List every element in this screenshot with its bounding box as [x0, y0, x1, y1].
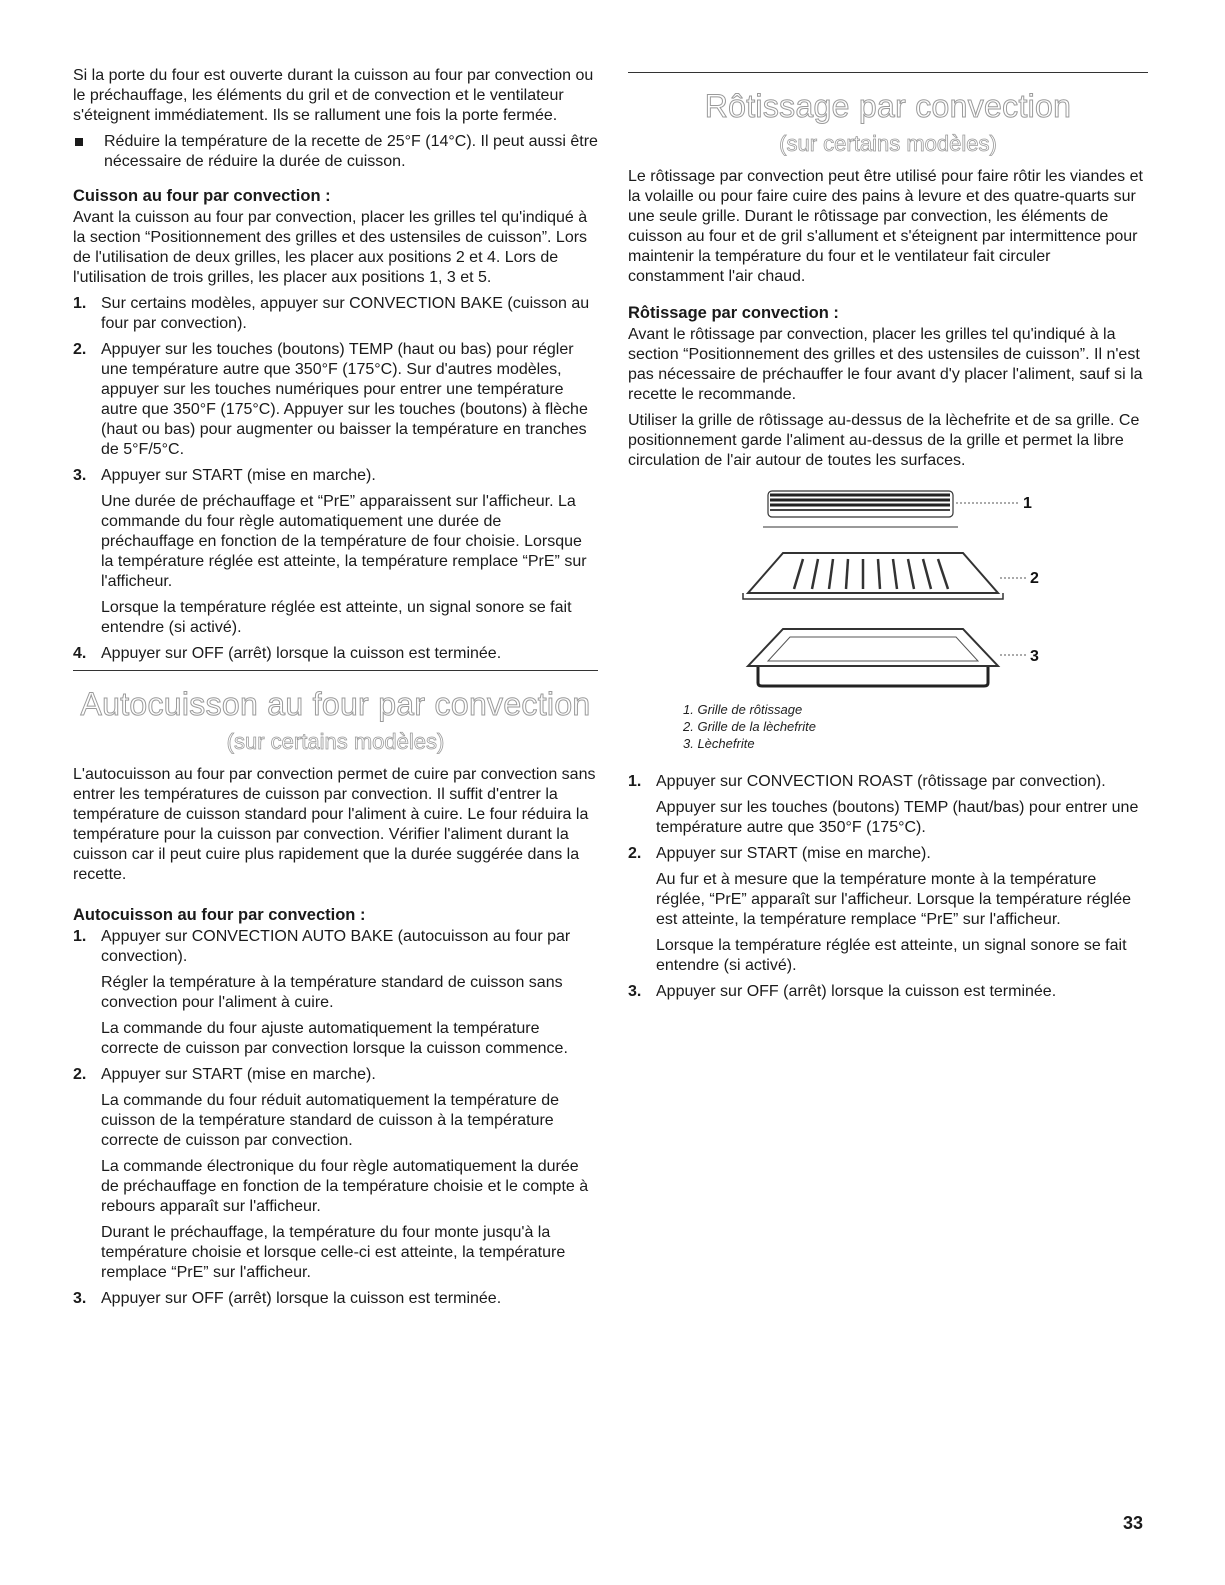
figure-label: 1: [1023, 495, 1032, 512]
section-divider: [73, 670, 598, 671]
auto-bake-steps: [73, 927, 598, 1309]
square-bullet-icon: [75, 138, 83, 146]
list-item: [628, 844, 1148, 976]
list-item: [73, 1065, 598, 1283]
step-text: Appuyer sur START (mise en marche).: [101, 467, 376, 484]
step-detail: Appuyer sur les touches (boutons) TEMP (haut/bas) pour entrer une température autre que 350°F (175°C).: [656, 799, 1139, 836]
list-item: [73, 466, 598, 638]
step-text: Appuyer sur OFF (arrêt) lorsque la cuisson est terminée.: [101, 1290, 502, 1307]
page-number: 33: [1122, 1513, 1143, 1533]
step-text: Appuyer sur les touches (boutons) TEMP (haut ou bas) pour régler une température autre que 350°F (175°C). Sur d'autres modèles, appuyer sur les touches numériques pour entrer une température autre que 350°F (175°C). Appuyer sur les touches (boutons) à flèche (haut ou bas) pour augmenter ou baisser la température en tranches de 5°F/5°C.: [101, 341, 588, 458]
roast-rack-paragraph: Avant le rôtissage par convection, placer les grilles tel qu'indiqué à la section “Positionnement des grilles et des ustensiles de cuisson”. Il n'est pas nécessaire de préchauffer le four avant d'y placer l'aliment, sauf si la recette le recommande.: [628, 326, 1143, 403]
step-number: 1.: [73, 928, 87, 945]
list-item: [73, 1289, 598, 1309]
section-divider: [628, 72, 1148, 73]
figure-label: 3: [1030, 648, 1039, 665]
step-number: 3.: [73, 1290, 87, 1307]
left-column: [73, 66, 598, 1315]
convection-bake-paragraph: Avant la cuisson au four par convection, placer les grilles tel qu'indiqué à la section “Positionnement des grilles et des ustensiles de cuisson”. Lors de l'utilisation de deux grilles, les placer aux positions 2 et 4. Lors de l'utilisation de trois grilles, les placer aux positions 1, 3 et 5.: [73, 209, 588, 286]
step-number: 3.: [73, 467, 87, 484]
step-text: Appuyer sur CONVECTION ROAST (rôtissage par convection).: [656, 773, 1106, 790]
step-number: 1.: [73, 295, 87, 312]
step-text: Appuyer sur OFF (arrêt) lorsque la cuisson est terminée.: [656, 983, 1057, 1000]
step-detail: Une durée de préchauffage et “PrE” apparaissent sur l'afficheur. La commande du four règle automatiquement une durée de préchauffage en fonction de la température de four choisie. Lorsque la température réglée est atteinte, la température remplace “PrE” sur l'afficheur.: [101, 493, 587, 590]
list-item: [73, 340, 598, 460]
step-number: 3.: [628, 983, 642, 1000]
step-text: Appuyer sur OFF (arrêt) lorsque la cuisson est terminée.: [101, 645, 502, 662]
list-item: [73, 927, 598, 1059]
convection-roast-steps: [628, 772, 1148, 1002]
broiler-pan-figure: [628, 481, 1148, 701]
step-number: 2.: [73, 341, 87, 358]
list-item: [628, 772, 1148, 838]
step-detail: La commande électronique du four règle automatiquement la durée de préchauffage en fonction de la température choisie et le compte à rebours apparaît sur l'afficheur.: [101, 1158, 589, 1215]
list-item: [73, 294, 598, 334]
roast-intro-paragraph: Le rôtissage par convection peut être utilisé pour faire rôtir les viandes et la volaille ou pour faire cuire des pains à levure et des quatre-quarts sur une seule grille. Durant le rôtissage par convection, les éléments de cuisson au four et de gril s'allument et s'éteignent par intermittence pour maintenir la température du four et le ventilateur fait circuler constamment l'air chaud.: [628, 168, 1143, 285]
figure-captions: [683, 701, 1148, 752]
right-column: [628, 66, 1148, 1008]
step-number: 2.: [628, 845, 642, 862]
step-detail: Régler la température à la température standard de cuisson sans convection pour l'aliment à cuire.: [101, 974, 563, 1011]
figure-label: 2: [1030, 570, 1039, 587]
auto-bake-paragraph: L'autocuisson au four par convection permet de cuire par convection sans entrer les températures de cuisson par convection. Il suffit d'entrer la température de cuisson standard pour l'aliment à cuire. Le four réduira la température pour la cuisson par convection. Vérifier l'aliment durant la cuisson car il peut cuire plus rapidement que la durée suggérée dans la recette.: [73, 766, 596, 883]
bullet-text: Réduire la température de la recette de 25°F (14°C). Il peut aussi être nécessaire de réduire la durée de cuisson.: [104, 133, 598, 170]
step-number: 4.: [73, 645, 87, 662]
roast-grid-paragraph: Utiliser la grille de rôtissage au-dessus de la lèchefrite et de sa grille. Ce positionnement garde l'aliment au-dessus de la grille et permet la libre circulation de l'air autour de toutes les surfaces.: [628, 412, 1140, 469]
roast-section-title: Rôtissage par convection: [704, 88, 1072, 124]
convection-roast-heading: Rôtissage par convection :: [628, 304, 839, 322]
step-detail: La commande du four ajuste automatiquement la température correcte de cuisson par convection lorsque la cuisson commence.: [101, 1020, 568, 1057]
caption-broiler-pan: 3. Lèchefrite: [683, 736, 755, 751]
step-detail: Durant le préchauffage, la température du four monte jusqu'à la température choisie et lorsque celle-ci est atteinte, la température remplace “PrE” sur l'afficheur.: [101, 1224, 566, 1281]
intro-paragraph: Si la porte du four est ouverte durant la cuisson au four par convection ou le préchauffage, les éléments du gril et de convection et le ventilateur s'éteignent immédiatement. Ils se rallument une fois la porte fermée.: [73, 67, 594, 124]
step-detail: Lorsque la température réglée est atteinte, un signal sonore se fait entendre (si activé).: [101, 599, 572, 636]
step-text: Appuyer sur START (mise en marche).: [101, 1066, 376, 1083]
step-detail: Lorsque la température réglée est atteinte, un signal sonore se fait entendre (si activé).: [656, 937, 1127, 974]
broiler-grid-icon: [743, 553, 1026, 599]
bullet-item: [73, 132, 598, 172]
auto-bake-section-title: Autocuisson au four par convection: [80, 686, 591, 722]
step-text: Appuyer sur CONVECTION AUTO BAKE (autocuisson au four par convection).: [101, 928, 571, 965]
roast-section-subtitle: (sur certains modèles): [779, 131, 997, 156]
convection-bake-steps: [73, 294, 598, 664]
step-detail: La commande du four réduit automatiquement la température de cuisson de la température standard de cuisson à la température correcte de cuisson par convection.: [101, 1092, 560, 1149]
list-item: [73, 644, 598, 664]
step-detail: Au fur et à mesure que la température monte à la température réglée, “PrE” apparaît sur l'afficheur. Lorsque la température réglée est atteinte, la température remplace “PrE” sur l'afficheur.: [656, 871, 1132, 928]
roasting-rack-icon: [763, 491, 1018, 527]
auto-bake-heading: Autocuisson au four par convection :: [73, 906, 366, 924]
broiler-pan-icon: [748, 629, 1026, 686]
step-number: 2.: [73, 1066, 87, 1083]
caption-roasting-rack: 1. Grille de rôtissage: [683, 702, 803, 717]
caption-broiler-grid: 2. Grille de la lèchefrite: [683, 719, 816, 734]
auto-bake-section-subtitle: (sur certains modèles): [226, 729, 445, 754]
step-text: Appuyer sur START (mise en marche).: [656, 845, 931, 862]
convection-bake-heading: Cuisson au four par convection :: [73, 187, 331, 205]
list-item: [628, 982, 1148, 1002]
step-number: 1.: [628, 773, 642, 790]
step-text: Sur certains modèles, appuyer sur CONVECTION BAKE (cuisson au four par convection).: [101, 295, 590, 332]
broiler-pan-illustration: [728, 481, 1148, 701]
